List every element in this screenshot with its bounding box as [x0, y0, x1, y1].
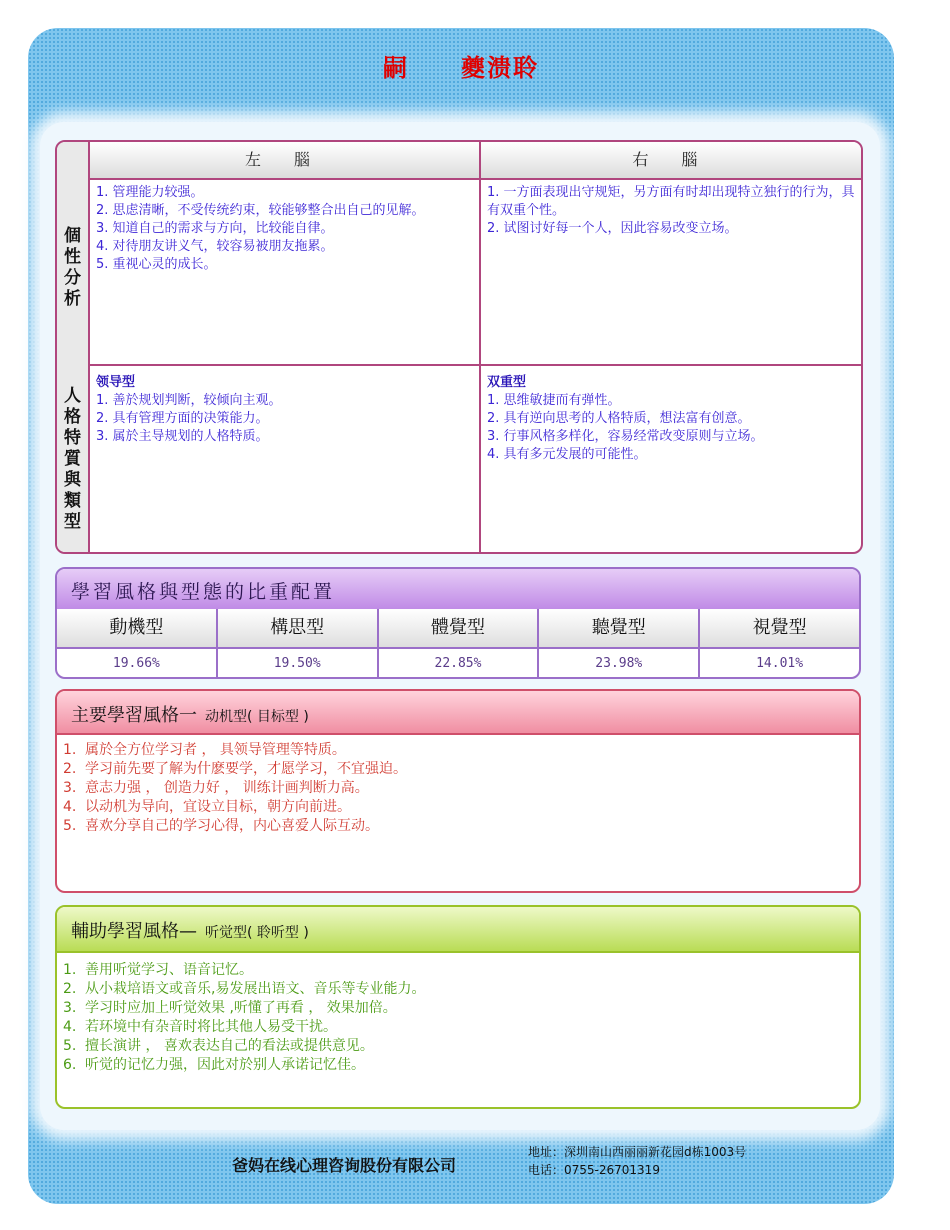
list-item — [63, 961, 849, 980]
item-text: 擅长演讲 ， 喜欢表达自己的看法或提供意见。 — [85, 1038, 374, 1054]
item-text: 喜欢分享自己的学习心得，内心喜爱人际互动。 — [85, 818, 379, 834]
table-cell: 19.50% — [218, 649, 379, 679]
aux-style-heading: 輔助學習風格— — [71, 921, 197, 942]
list-item: 1. 善於规划判断，较倾向主观。 — [96, 393, 282, 408]
item-number: 5. — [63, 1038, 77, 1054]
list-item — [63, 1018, 849, 1037]
item-text: 学习前先要了解为什麽要学，才愿学习，不宜强迫。 — [85, 761, 407, 777]
left-brain-analysis — [90, 180, 479, 278]
item-text: 听觉的记忆力强，因此对於别人承诺记忆佳。 — [85, 1057, 365, 1073]
item-text: 从小栽培语文或音乐,易发展出语文、音乐等专业能力。 — [85, 981, 426, 997]
item-text: 善用听觉学习、语音记忆。 — [85, 962, 253, 978]
table-header-cell: 視覺型 — [752, 617, 807, 638]
list-item: 2. 具有管理方面的决策能力。 — [96, 411, 269, 426]
item-text: 学习时应加上听觉效果 ,听懂了再看 ， 效果加倍。 — [85, 1000, 397, 1016]
personality-grid — [55, 140, 863, 554]
list-item — [63, 980, 849, 999]
list-item: 3. 属於主导规划的人格特质。 — [96, 429, 269, 444]
company-name: 爸妈在线心理咨询股份有限公司 — [232, 1156, 457, 1175]
item-number: 1. — [63, 962, 77, 978]
list-item — [63, 817, 849, 836]
table-cell: 14.01% — [756, 656, 804, 671]
right-brain-header: 右 腦 — [481, 142, 863, 180]
list-item: 4. 对待朋友讲义气，较容易被朋友拖累。 — [96, 239, 334, 254]
table-header-cell: 聽覺型 — [539, 609, 700, 647]
item-text: 以动机为导向，宜设立目标，朝方向前进。 — [85, 799, 351, 815]
main-style-heading: 主要學習風格一 — [71, 705, 197, 726]
proportion-header — [57, 569, 859, 611]
list-item: 1. 管理能力较强。 — [96, 185, 204, 200]
table-cell: 23.98% — [539, 649, 700, 679]
item-number: 2. — [63, 981, 77, 997]
main-style-list — [63, 741, 849, 836]
list-item: 5. 重视心灵的成长。 — [96, 257, 217, 272]
aux-style-subheading: 听觉型( 聆听型 ) — [205, 925, 309, 941]
table-cell: 19.66% — [57, 649, 218, 679]
company-phone: 电话：0755-26701319 — [528, 1163, 660, 1177]
item-number: 2. — [63, 761, 77, 777]
item-number: 4. — [63, 799, 77, 815]
right-type-name: 双重型 — [487, 375, 527, 390]
aux-style-list — [63, 961, 849, 1075]
item-text: 若环境中有杂音时将比其他人易受干扰。 — [85, 1019, 337, 1035]
main-style-header — [57, 691, 859, 735]
personality-label: 個性分析 — [64, 226, 81, 309]
list-item — [63, 779, 849, 798]
list-item — [63, 1056, 849, 1075]
item-text: 属於全方位学习者 ， 具领导管理等特质。 — [85, 742, 346, 758]
main-style-box — [55, 689, 861, 893]
list-item: 1. 思维敏捷而有弹性。 — [487, 393, 621, 408]
proportion-values-row — [57, 649, 859, 679]
left-type-name: 领导型 — [96, 375, 136, 390]
item-text: 意志力强 ， 创造力好 ， 训练计画判断力高。 — [85, 780, 369, 796]
main-style-title — [71, 701, 309, 727]
table-cell: 22.85% — [379, 649, 540, 679]
list-item — [63, 798, 849, 817]
aux-style-header — [57, 907, 859, 953]
list-item: 2. 思虑清晰，不受传统约束，较能够整合出自己的见解。 — [96, 203, 425, 218]
item-number: 4. — [63, 1019, 77, 1035]
aux-style-box — [55, 905, 861, 1109]
list-item — [63, 999, 849, 1018]
personality-section-label — [57, 226, 88, 310]
item-number: 3. — [63, 780, 77, 796]
list-item: 1. 一方面表现出守规矩，另方面有时却出现特立独行的行为，具有双重个性。 — [487, 185, 855, 218]
aux-style-title — [71, 917, 309, 943]
left-brain-type — [90, 370, 479, 450]
company-address: 地址：深圳南山西丽丽新花园d栋1003号 — [528, 1145, 747, 1159]
personality-side — [57, 142, 90, 366]
list-item: 3. 行事风格多样化，容易经常改变原则与立场。 — [487, 429, 764, 444]
item-number: 1. — [63, 742, 77, 758]
item-number: 5. — [63, 818, 77, 834]
grid-divider-horizontal — [90, 364, 863, 366]
proportion-title: 學習風格與型態的比重配置 — [71, 581, 336, 603]
list-item — [63, 741, 849, 760]
left-brain-header: 左 腦 — [90, 142, 479, 180]
list-item: 3. 知道自己的需求与方向，比较能自律。 — [96, 221, 334, 236]
proportion-labels-row — [57, 609, 859, 649]
traits-label: 人格特質與類型 — [64, 386, 81, 532]
traits-section-label — [57, 386, 88, 533]
company-contact — [528, 1143, 746, 1179]
list-item — [63, 1037, 849, 1056]
item-number: 6. — [63, 1057, 77, 1073]
table-header-cell: 體覺型 — [379, 609, 540, 647]
list-item: 2. 试图讨好每一个人，因此容易改变立场。 — [487, 221, 738, 236]
right-brain-type — [481, 370, 863, 468]
item-number: 3. — [63, 1000, 77, 1016]
table-header-cell: 構思型 — [218, 609, 379, 647]
table-header-cell: 動機型 — [57, 609, 218, 647]
proportion-table — [55, 567, 861, 679]
list-item: 2. 具有逆向思考的人格特质，想法富有创意。 — [487, 411, 751, 426]
traits-side — [57, 366, 90, 554]
list-item — [63, 760, 849, 779]
page-title: 嗣 夔溃聆 — [383, 54, 539, 82]
right-brain-analysis — [481, 180, 863, 242]
list-item: 4. 具有多元发展的可能性。 — [487, 447, 647, 462]
main-style-subheading: 动机型( 目标型 ) — [205, 709, 309, 725]
